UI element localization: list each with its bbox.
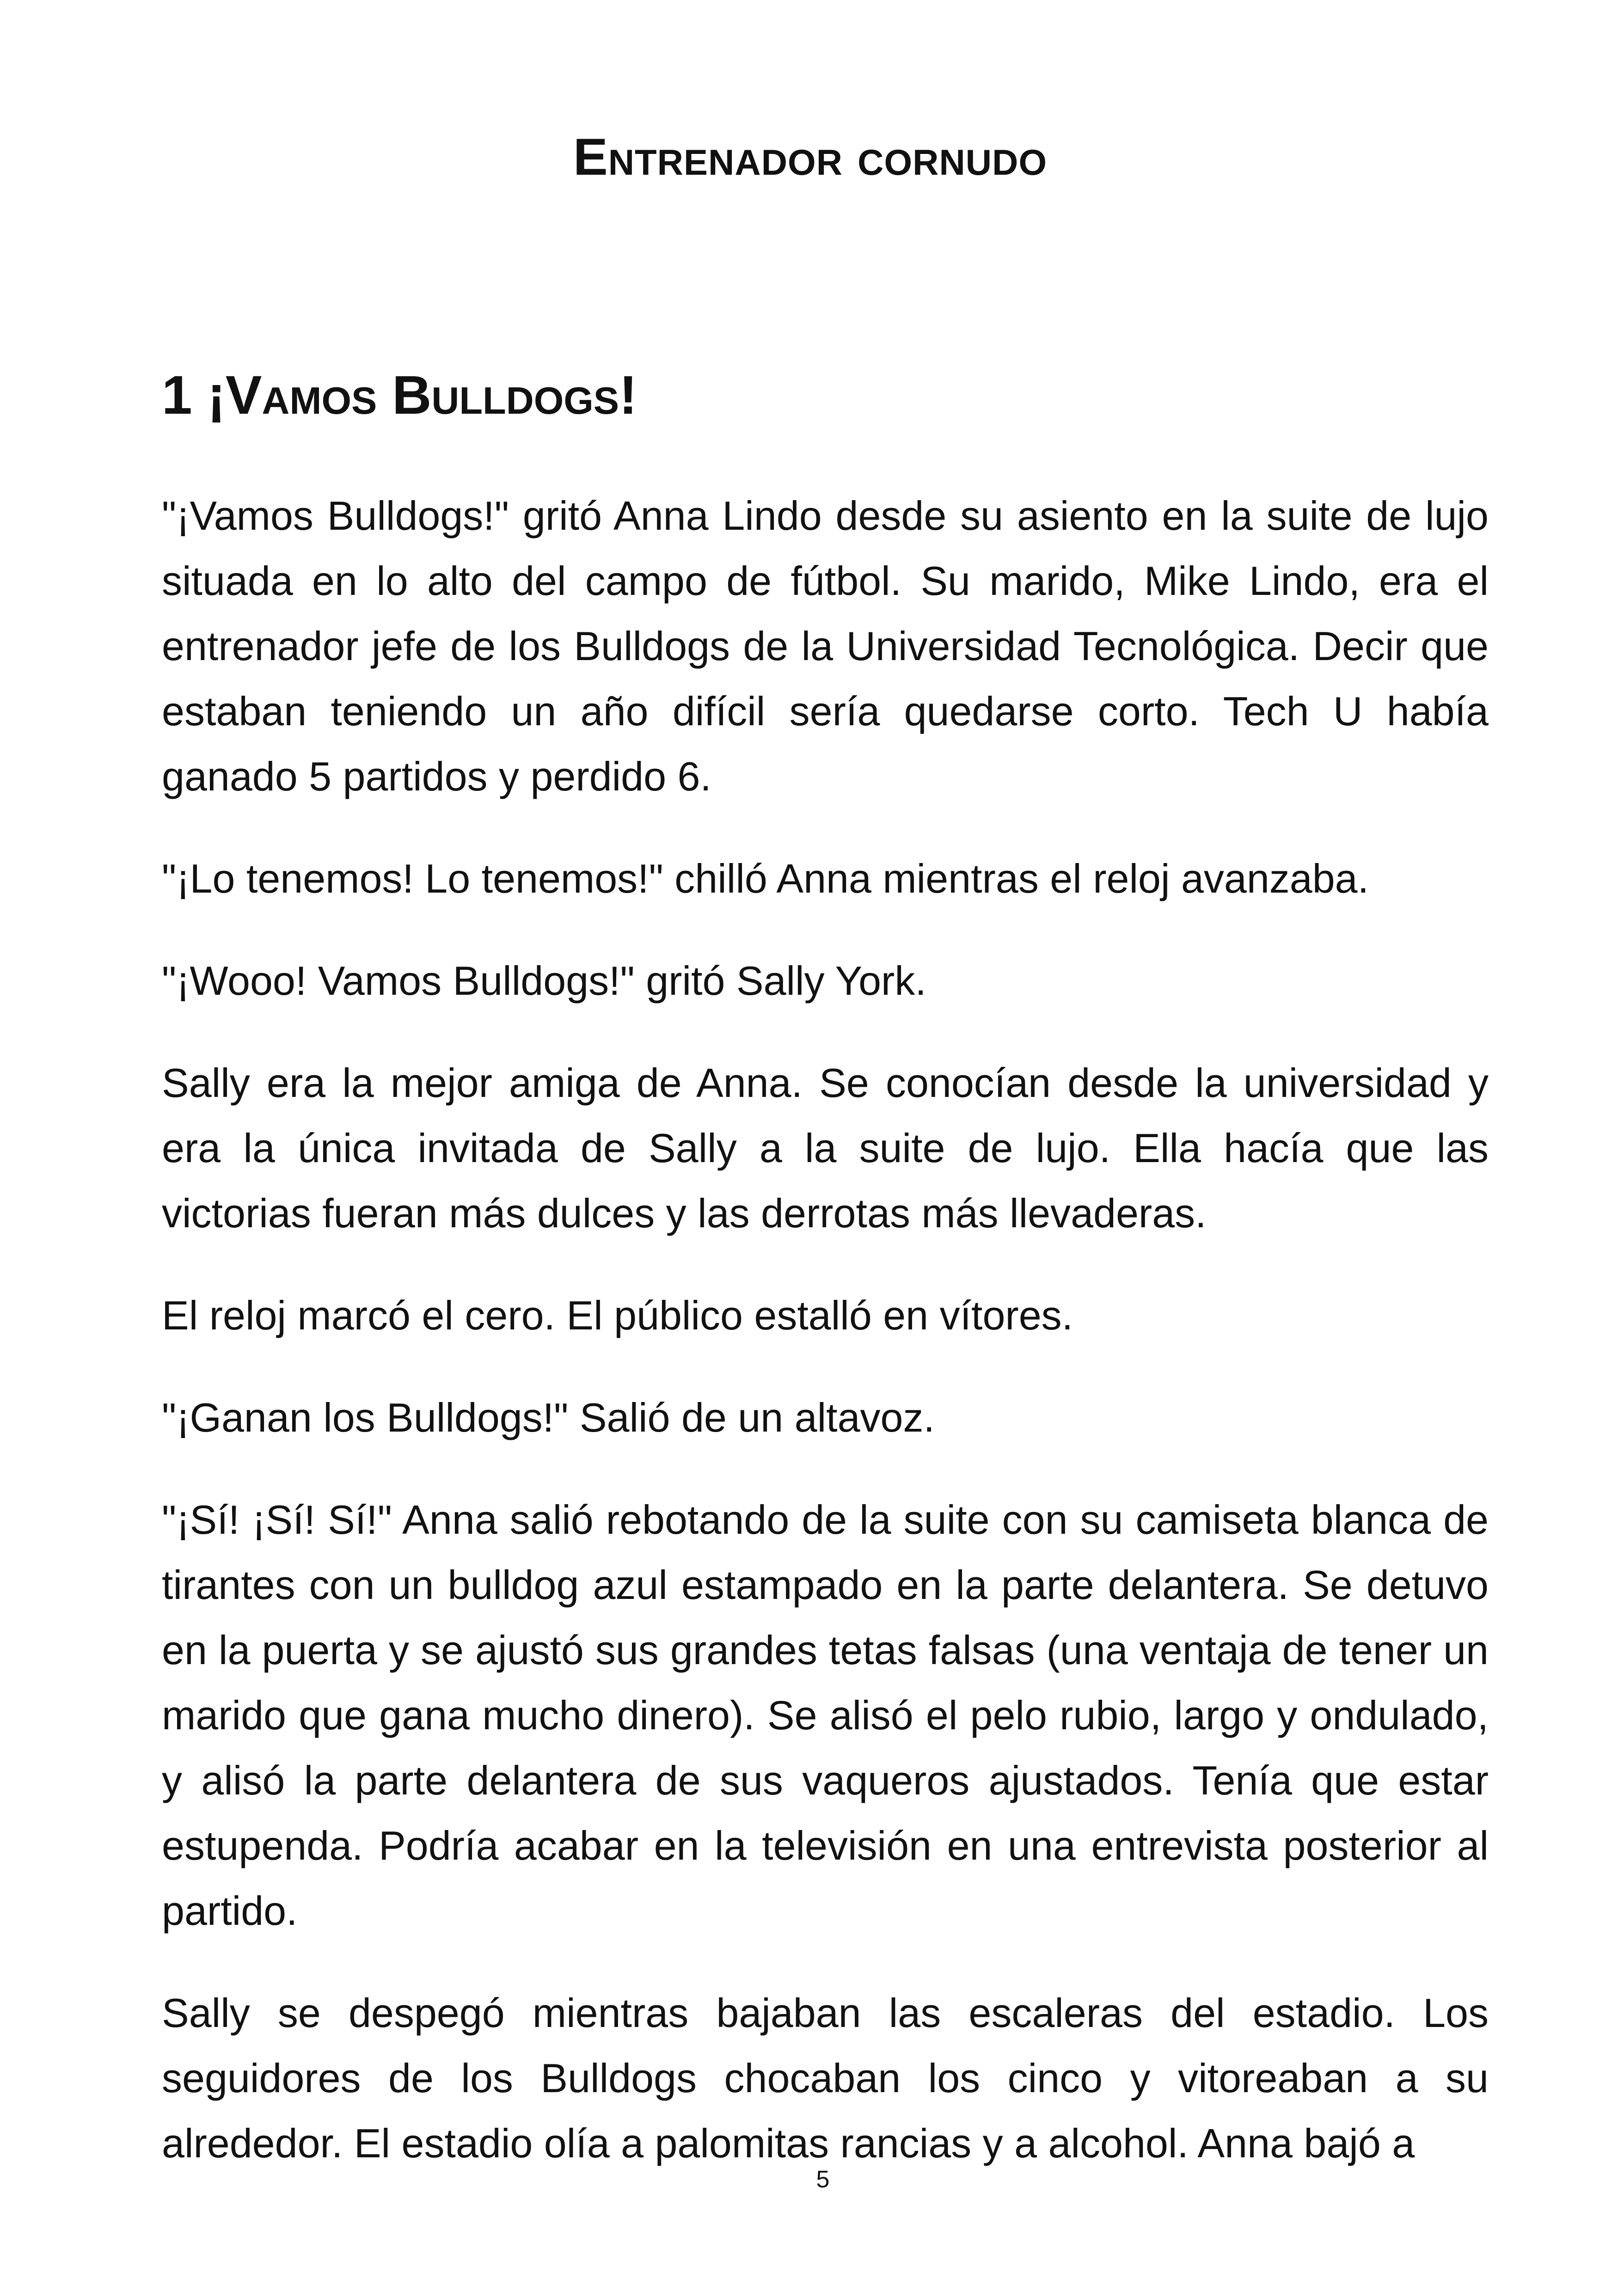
paragraph: Sally se despegó mientras bajaban las escaleras del estadio. Los seguidores de los Bulldogs chocaban los cinco y vitoreaban a su alrededor. El estadio olía a palomitas rancias y a alcohol. Anna bajó a <box>162 1990 1489 2166</box>
paragraph: "¡Ganan los Bulldogs!" Salió de un altavoz. <box>162 1395 935 1440</box>
chapter-title: 1 ¡Vamos Bulldogs! <box>162 365 637 426</box>
paragraph: "¡Vamos Bulldogs!" gritó Anna Lindo desde su asiento en la suite de lujo situada en lo alto del campo de fútbol. Su marido, Mike Lindo, era el entrenador jefe de los Bulldogs de la Universidad Tecnológica. Decir que estaban teniendo un año difícil sería quedarse corto. Tech U había ganado 5 partidos y perdido 6. <box>162 493 1489 799</box>
body-text <box>162 483 1489 2176</box>
page-number: 5 <box>816 2166 830 2193</box>
paragraph: "¡Wooo! Vamos Bulldogs!" gritó Sally York. <box>162 958 926 1004</box>
paragraph: El reloj marcó el cero. El público estalló en vítores. <box>162 1292 1073 1338</box>
book-title: Entrenador cornudo <box>573 128 1048 186</box>
paragraph: "¡Lo tenemos! Lo tenemos!" chilló Anna mientras el reloj avanzaba. <box>162 856 1369 901</box>
paragraph: "¡Sí! ¡Sí! Sí!" Anna salió rebotando de la suite con su camiseta blanca de tirantes con un bulldog azul estampado en la parte delantera. Se detuvo en la puerta y se ajustó sus grandes tetas falsas (una ventaja de tener un marido que gana mucho dinero). Se alisó el pelo rubio, largo y ondulado, y alisó la parte delantera de sus vaqueros ajustados. Tenía que estar estupenda. Podría acabar en la televisión en una entrevista posterior al partido. <box>162 1497 1489 1934</box>
paragraph: Sally era la mejor amiga de Anna. Se conocían desde la universidad y era la única invitada de Sally a la suite de lujo. Ella hacía que las victorias fueran más dulces y las derrotas más llevaderas. <box>162 1060 1489 1236</box>
